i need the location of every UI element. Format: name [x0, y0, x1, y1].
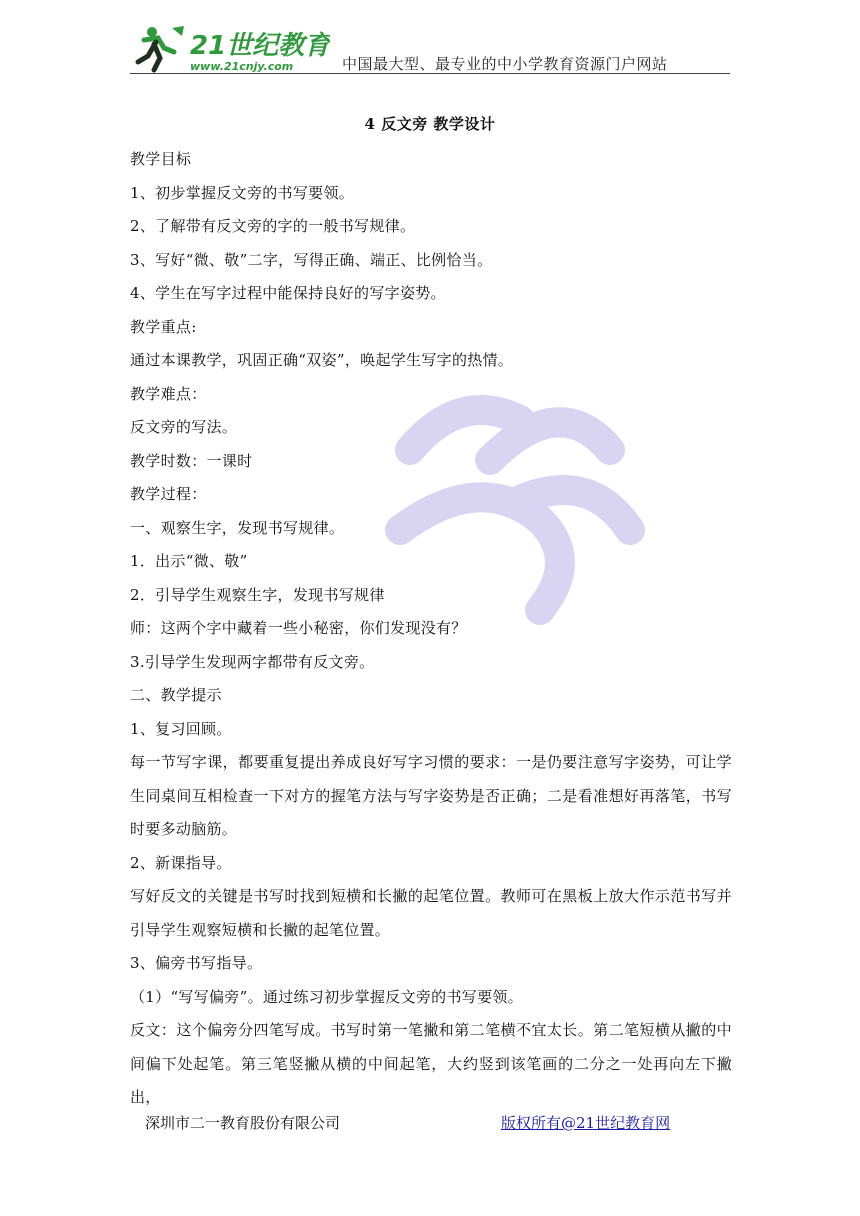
step-item: 3.引导学生发现两字都带有反文旁。 [130, 652, 375, 671]
paragraph: 反文：这个偏旁分四笔写成。书写时第一笔撇和第二笔横不宜太长。第二笔短横从撇的中间偏下处起笔。第三笔竖撇从横的中间起笔，大约竖到该笔画的二分之一处再向左下撇出， [130, 1021, 732, 1106]
step-item: 3、偏旁书写指导。 [130, 954, 263, 972]
svg-text:21世纪教育: 21世纪教育 [190, 31, 330, 61]
runner-icon [138, 26, 184, 70]
section-heading: 教学重点: [130, 317, 197, 336]
section-heading: 教学过程： [130, 485, 207, 503]
step-item: 2．引导学生观察生字，发现书写规律 [130, 585, 385, 604]
step-item: 2、新课指导。 [130, 853, 232, 872]
step-item: （1）“写写偏旁”。通过练习初步掌握反文旁的书写要领。 [130, 987, 523, 1006]
site-logo [130, 22, 330, 74]
step-heading: 二、教学提示 [130, 686, 222, 704]
step-item: 1．出示“微、敬” [130, 552, 248, 570]
text-line: 师：这两个字中藏着一些小秘密，你们发现没有？ [130, 619, 467, 637]
section-heading: 教学难点： [130, 384, 207, 403]
objective-item: 3、写好“微、敬”二字，写得正确、端正、比例恰当。 [130, 250, 493, 269]
step-item: 1、复习回顾。 [130, 719, 232, 738]
footer-company: 深圳市二一教育股份有限公司 [145, 1114, 341, 1132]
section-heading: 教学目标 [130, 150, 192, 168]
objective-item: 1、初步掌握反文旁的书写要领。 [130, 183, 355, 202]
site-tagline: 中国最大型、最专业的中小学教育资源门户网站 [342, 55, 668, 73]
text-line: 通过本课教学，巩固正确“双姿”，唤起学生写字的热情。 [130, 351, 514, 369]
objective-item: 2、了解带有反文旁的字的一般书写规律。 [130, 217, 416, 235]
text-line: 反文旁的写法。 [130, 418, 238, 436]
paragraph: 写好反文的关键是书写时找到短横和长撇的起笔位置。教师可在黑板上放大作示范书写并引导学生观察短横和长撇的起笔位置。 [130, 887, 732, 939]
header-divider [130, 73, 730, 74]
paragraph: 每一节写字课，都要重复提出养成良好写字习惯的要求：一是仍要注意写字姿势，可让学生同桌间互相检查一下对方的握笔方法与写字姿势是否正确；二是看准想好再落笔，书写时要多动脑筋。 [130, 753, 732, 838]
text-line: 教学时数：一课时 [130, 451, 253, 470]
page-header [130, 22, 730, 74]
document-title: 4 反文旁 教学设计 [364, 115, 496, 133]
objective-item: 4、学生在写字过程中能保持良好的写字姿势。 [130, 284, 446, 302]
svg-text:www.21cnjy.com: www.21cnjy.com [190, 60, 294, 73]
document-body [130, 143, 732, 1115]
footer-copyright-link[interactable]: 版权所有@21世纪教育网 [501, 1114, 671, 1132]
step-heading: 一、观察生字，发现书写规律。 [130, 518, 345, 537]
